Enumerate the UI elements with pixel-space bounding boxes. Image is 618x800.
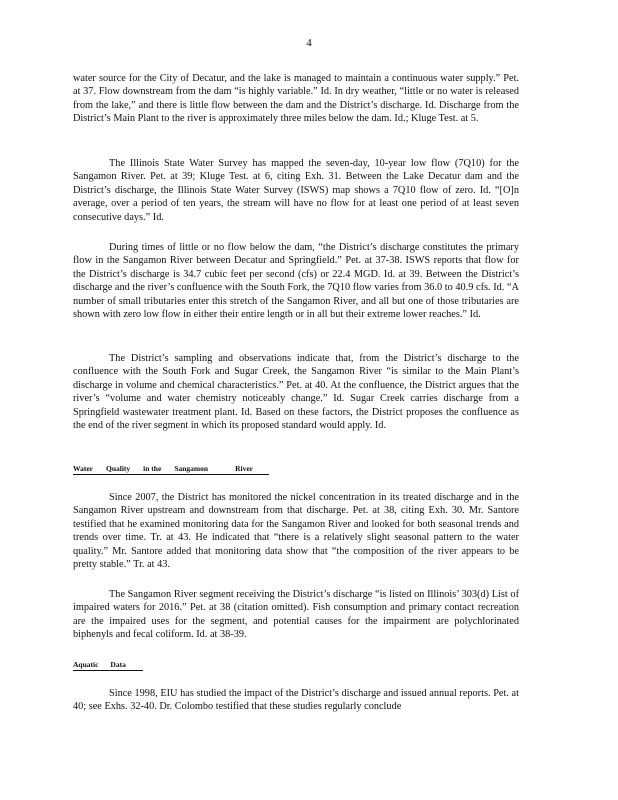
heading-word: Sangamon: [174, 464, 209, 473]
heading-word: River: [235, 464, 253, 473]
paragraph-primary-flow: During times of little or no flow below the dam, “the District’s discharge constitutes the primary flow in the Sangamon River between Decatur and Springfield.” Pet. at 37-38. ISWS reports that flow for the District’s discharge is 34.7 cubic feet per second (cfs) or 22.4 MGD. Id. at 39. Between the District’s discharge and the river’s confluence with the South Fork, the 7Q10 flow varies from 36.0 to 40.9 cfs. Id. “A number of small tributaries enter this stretch of the Sangamon River, and all but one of those tributaries are shown with zero low flow in either their entire length or in all but their extreme lower reaches.” Id.: [73, 242, 519, 321]
heading-word: Quality: [106, 464, 131, 473]
paragraph-eiu-studies: Since 1998, EIU has studied the impact of the District’s discharge and issued annual reports. Pet. at 40; see Exhs. 32-40. Dr. Colombo testified that these studies regularly conclude: [73, 688, 519, 713]
heading-word: Data: [110, 660, 126, 669]
paragraph-nickel-monitoring: Since 2007, the District has monitored the nickel concentration in its treated discharge and in the Sangamon River upstream and downstream from that discharge. Pet. at 38, citing Exh. 30. Mr. Santore testified that he examined monitoring data for the Sangamon River and looked for both seasonal trends and trends over time. Tr. at 43. He indicated that “there is a relatively slight seasonal pattern to the water quality.” Mr. Santore added that monitoring data show that “the composition of the river appears to be pretty stable.” Tr. at 43.: [73, 492, 519, 571]
section-heading-aquatic-data: [73, 660, 143, 671]
heading-word: in the: [143, 464, 162, 473]
heading-word: Aquatic: [73, 660, 99, 669]
paragraph-low-flow-mapping: The Illinois State Water Survey has mapped the seven-day, 10-year low flow (7Q10) for the Sangamon River. Pet. at 39; Kluge Test. at 6, citing Exh. 31. Between the Lake Decatur dam and the District’s discharge, the Illinois State Water Survey (ISWS) map shows a 7Q10 flow of zero. Id. “[O]n average, over a period of ten years, the stream will have no flow for at least one period of at least seven consecutive days.” Id.: [73, 158, 519, 223]
heading-word: Water: [73, 464, 93, 473]
paragraph-impaired-waters: The Sangamon River segment receiving the District’s discharge “is listed on Illinois’ 303(d) List of impaired waters for 2016.” Pet. at 38 (citation omitted). Fish consumption and primary contact recreation are the impaired uses for the segment, and potential causes for the impairment are polychlorinated biphenyls and fecal coliform. Id. at 38-39.: [73, 589, 519, 641]
paragraph-decatur-water-source: water source for the City of Decatur, and the lake is managed to maintain a continuous water supply.” Pet. at 37. Flow downstream from the dam “is highly variable.” Id. In dry weather, “little or no water is released from the lake,” and there is little flow between the dam and the District’s discharge. Id. Discharge from the District’s Main Plant to the river is approximately three miles below the dam. Id.; Kluge Test. at 5.: [73, 73, 519, 125]
paragraph-district-sampling: The District’s sampling and observations indicate that, from the District’s discharge to the confluence with the South Fork and Sugar Creek, the Sangamon River “is similar to the Main Plant’s discharge in volume and chemical characteristics.” Pet. at 40. At the confluence, the District argues that the river’s “volume and water chemistry noticeably change.” Id. Sugar Creek carries discharge from a Springfield wastewater treatment plant. Id. Based on these factors, the District proposes the confluence as the end of the river segment in which its proposed standard would apply. Id.: [73, 353, 519, 432]
section-heading-water-quality: [73, 464, 269, 475]
page-number: 4: [306, 37, 312, 49]
